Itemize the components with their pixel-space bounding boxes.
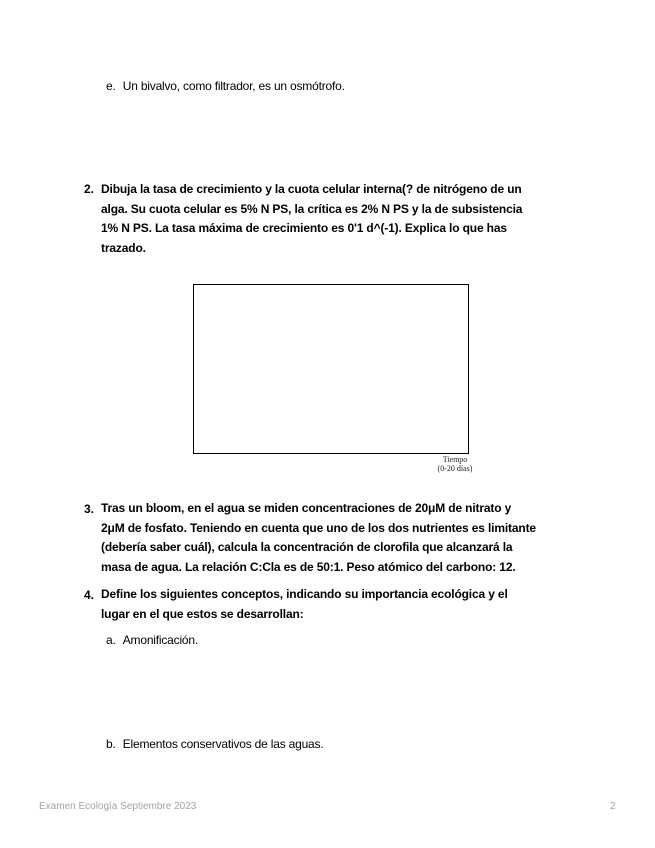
question-2-number: 2. [84, 182, 95, 196]
question-3-line-2: 2μM de fosfato. Teniendo en cuenta que uno de los dos nutrientes es limitante [101, 520, 536, 535]
question-2-line-4: trazado. [101, 240, 146, 255]
question-2-line-3: 1% N PS. La tasa máxima de crecimiento es 0'1 d^(-1). Explica lo que has [101, 221, 507, 236]
graph-drawing-area[interactable] [193, 284, 469, 454]
x-axis-label [425, 455, 485, 473]
question-2-line-1: Dibuja la tasa de crecimiento y la cuota celular interna(? de nitrógeno de un [101, 182, 522, 196]
item-e-marker: e. [106, 79, 116, 93]
item-a [106, 633, 198, 647]
item-e-text: Un bivalvo, como filtrador, es un osmótrofo. [122, 79, 345, 93]
footer-page-number: 2 [610, 801, 616, 812]
question-2-text [101, 180, 522, 258]
item-b [106, 737, 323, 751]
question-4-line-2: lugar en el que estos se desarrollan: [101, 606, 304, 621]
item-a-marker: a. [106, 633, 116, 647]
footer-exam-title: Examen Ecología Septiembre 2023 [39, 801, 197, 812]
question-3-text [101, 499, 536, 577]
question-4-text [101, 585, 508, 624]
question-4-number: 4. [84, 588, 95, 602]
question-3-number: 3. [84, 502, 95, 516]
item-b-marker: b. [106, 737, 116, 751]
item-b-text: Elementos conservativos de las aguas. [122, 737, 324, 751]
question-2-line-2: alga. Su cuota celular es 5% N PS, la crítica es 2% N PS y la de subsistencia [101, 201, 523, 216]
question-4-line-1: Define los siguientes conceptos, indicando su importancia ecológica y el [101, 587, 508, 601]
question-3-line-4: masa de agua. La relación C:Cla es de 50:1. Peso atómico del carbono: 12. [101, 559, 516, 574]
question-3-line-1: Tras un bloom, en el agua se miden concentraciones de 20μM de nitrato y [101, 501, 512, 515]
item-a-text: Amonificación. [122, 633, 198, 647]
question-3-line-3: (debería saber cuál), calcula la concentración de clorofila que alcanzará la [101, 540, 513, 555]
item-e [106, 79, 345, 93]
x-axis-label-title: Tiempo [442, 455, 468, 464]
x-axis-label-range: (0-20 días) [437, 464, 473, 473]
